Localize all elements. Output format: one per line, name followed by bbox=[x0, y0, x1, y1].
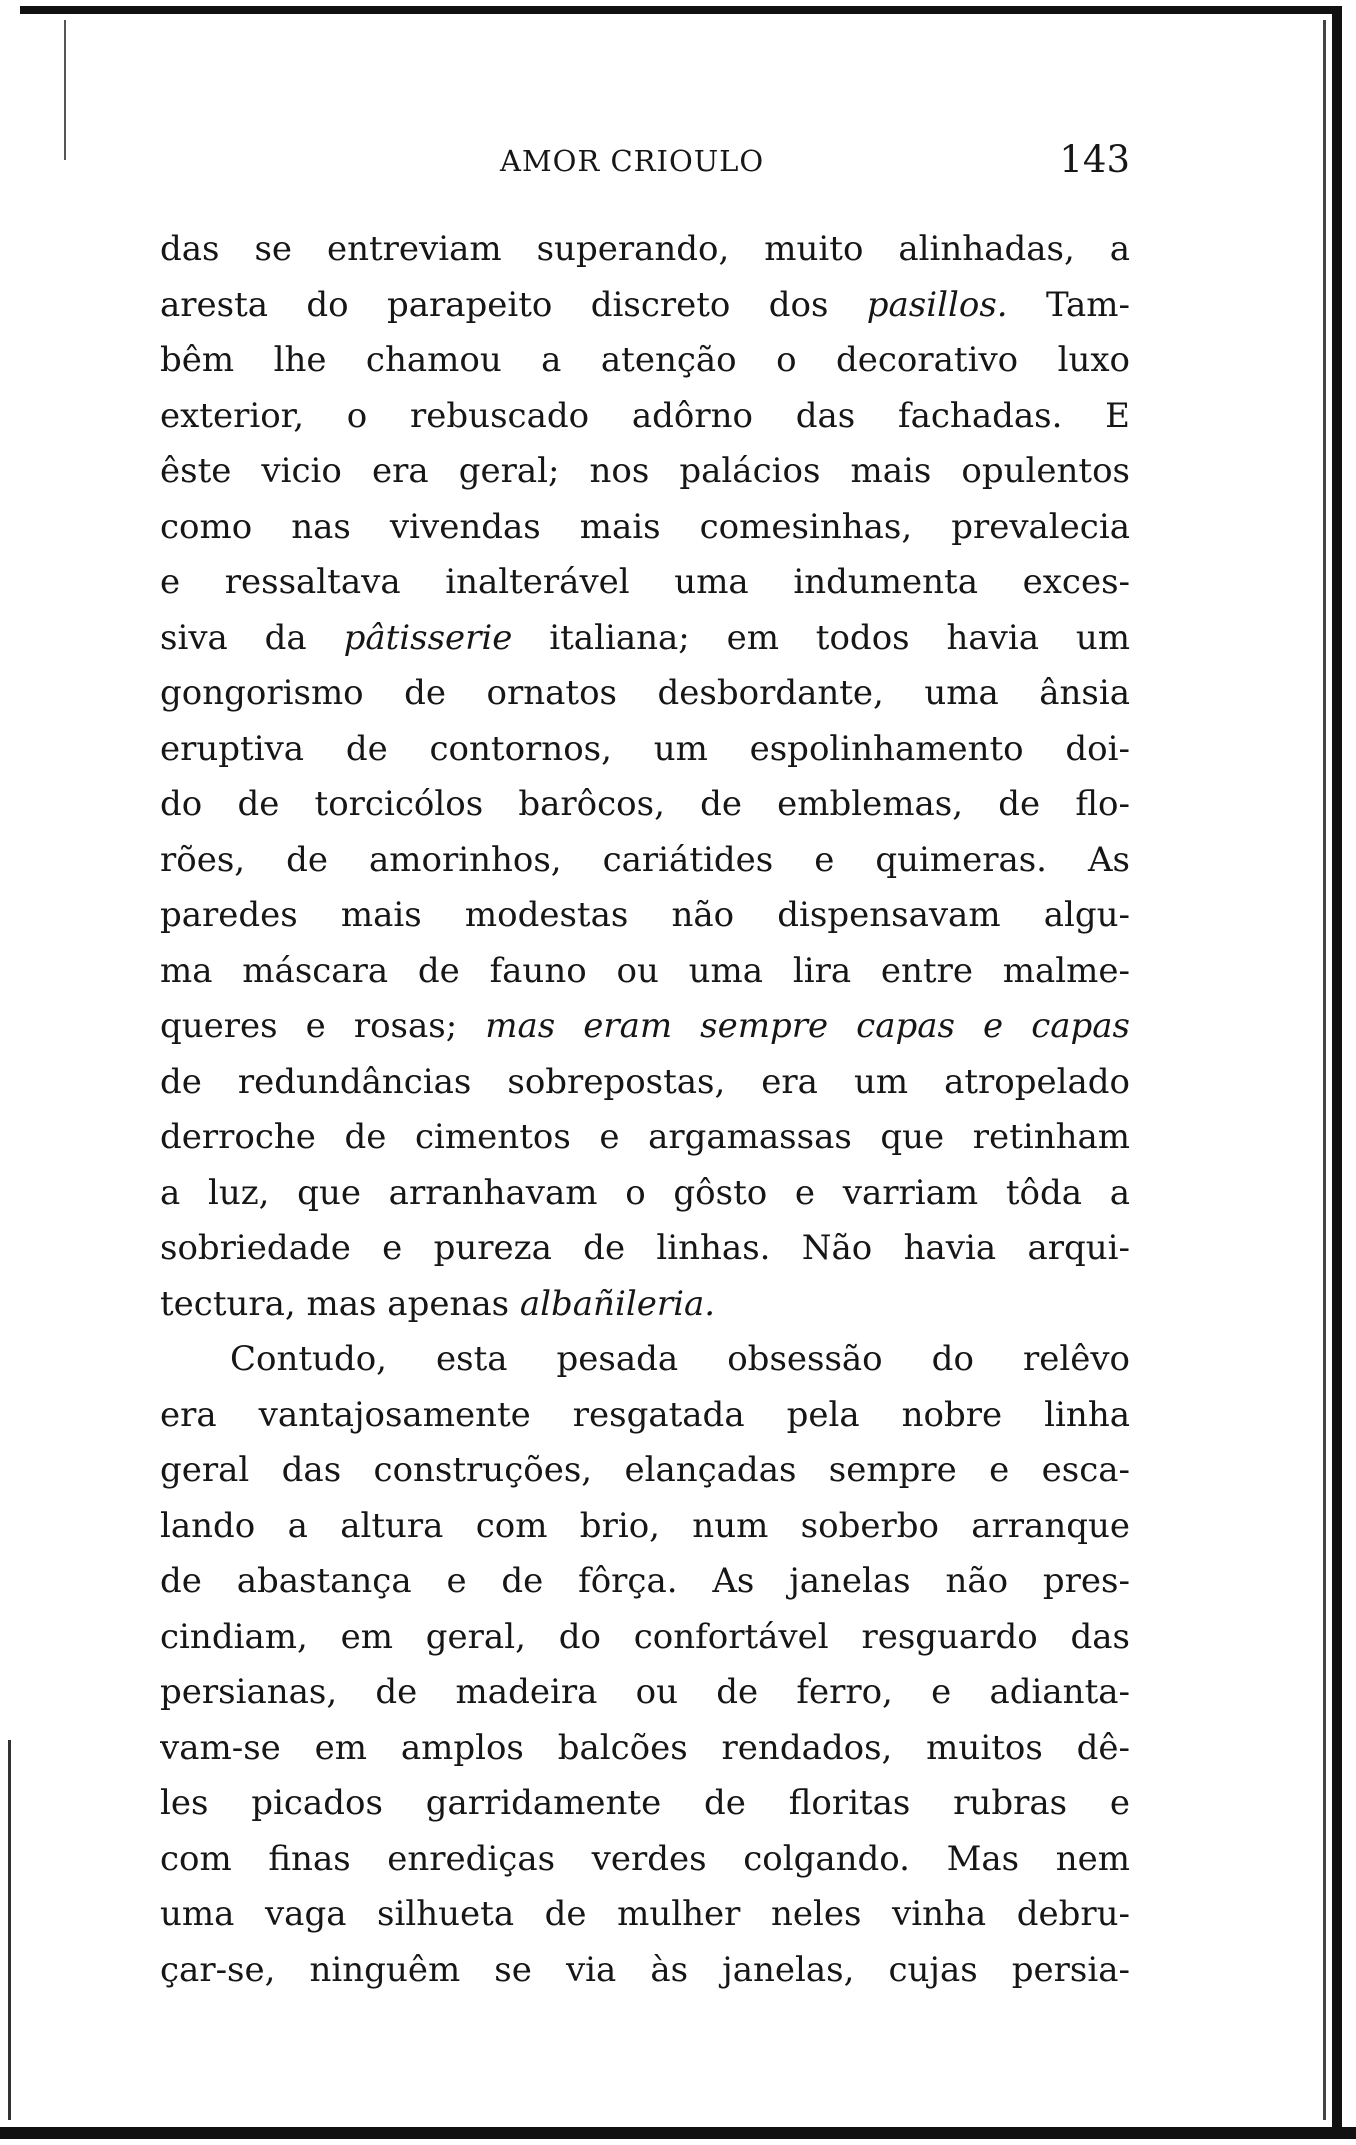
text-line-30: com finas enrediças verdes colgando. Mas nem bbox=[160, 1838, 1130, 1879]
text-line-1: das se entreviam superando, muito alinhadas, a bbox=[160, 229, 1130, 269]
text-line-31: uma vaga silhueta de mulher neles vinha debru- bbox=[160, 1894, 1130, 1934]
page-number: 143 bbox=[1059, 138, 1130, 181]
text-line-15: queres e rosas; mas eram sempre capas e capas bbox=[160, 1006, 1130, 1046]
text-line-23: geral das construções, elançadas sempre e esca- bbox=[160, 1450, 1130, 1490]
text-line-8: siva da pâtisserie italiana; em todos havia um bbox=[160, 617, 1130, 658]
page-header bbox=[160, 138, 1130, 188]
text-line-29: les picados garridamente de floritas rubras e bbox=[160, 1783, 1130, 1823]
text-line-22: era vantajosamente resgatada pela nobre linha bbox=[160, 1394, 1130, 1435]
text-line-3: bêm lhe chamou a atenção o decorativo luxo bbox=[160, 340, 1130, 380]
text-line-13: paredes mais modestas não dispensavam algu- bbox=[160, 895, 1130, 935]
page-border-left-top bbox=[64, 20, 66, 160]
text-line-9: gongorismo de ornatos desbordante, uma ânsia bbox=[160, 673, 1130, 713]
text-line-26: cindiam, em geral, do confortável resguardo das bbox=[160, 1616, 1130, 1657]
text-line-16: de redundâncias sobrepostas, era um atropelado bbox=[160, 1061, 1130, 1102]
text-line-7: e ressaltava inalterável uma indumenta exces- bbox=[160, 562, 1130, 602]
page-border-right bbox=[1332, 6, 1342, 2136]
running-title: AMOR CRIOULO bbox=[500, 144, 765, 178]
body-text bbox=[160, 222, 1130, 1998]
text-line-6: como nas vivendas mais comesinhas, prevalecia bbox=[160, 506, 1130, 547]
page-border-left-bottom bbox=[8, 1740, 11, 2120]
text-line-11: do de torcicólos barôcos, de emblemas, de flo- bbox=[160, 784, 1130, 824]
text-line-18: a luz, que arranhavam o gôsto e varriam tôda a bbox=[160, 1172, 1130, 1213]
text-line-21: Contudo, esta pesada obsessão do relêvo bbox=[230, 1339, 1130, 1379]
text-line-25: de abastança e de fôrça. As janelas não pres- bbox=[160, 1561, 1130, 1601]
text-line-28: vam-se em amplos balcões rendados, muitos dê- bbox=[160, 1727, 1130, 1768]
page-border-top bbox=[20, 6, 1340, 14]
text-line-12: rões, de amorinhos, cariátides e quimeras. As bbox=[160, 839, 1130, 880]
text-line-20: tectura, mas apenas albañileria. bbox=[160, 1283, 716, 1324]
text-line-19: sobriedade e pureza de linhas. Não havia arqui- bbox=[160, 1228, 1130, 1268]
text-line-5: êste vicio era geral; nos palácios mais opulentos bbox=[160, 451, 1130, 491]
text-line-32: çar-se, ninguêm se via às janelas, cujas persia- bbox=[160, 1949, 1130, 1990]
text-line-17: derroche de cimentos e argamassas que retinham bbox=[160, 1117, 1130, 1157]
text-line-24: lando a altura com brio, num soberbo arranque bbox=[160, 1505, 1130, 1546]
text-line-27: persianas, de madeira ou de ferro, e adianta- bbox=[160, 1672, 1130, 1712]
page-border-right-inner bbox=[1323, 20, 1326, 2120]
text-line-4: exterior, o rebuscado adôrno das fachadas. E bbox=[160, 395, 1130, 436]
text-line-14: ma máscara de fauno ou uma lira entre malme- bbox=[160, 950, 1130, 991]
page-border-bottom bbox=[0, 2127, 1356, 2139]
text-line-2: aresta do parapeito discreto dos pasillos. Tam- bbox=[160, 284, 1130, 325]
text-line-10: eruptiva de contornos, um espolinhamento doi- bbox=[160, 728, 1130, 769]
